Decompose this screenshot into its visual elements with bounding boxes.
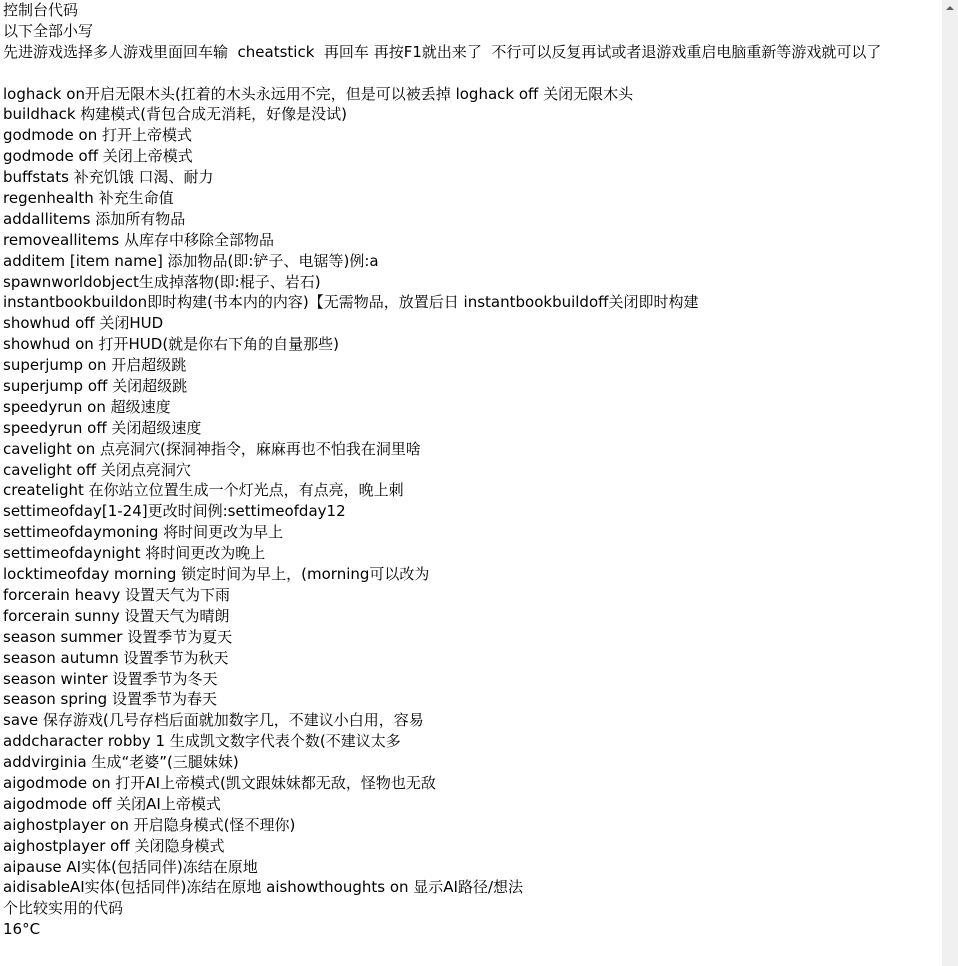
text-line: loghack on开启无限木头(扛着的木头永远用不完，但是可以被丢掉 loghack off 关闭无限木头	[3, 84, 634, 103]
text-line: showhud off 关闭HUD	[3, 314, 164, 333]
text-line: aighostplayer off 关闭隐身模式	[3, 836, 225, 855]
document-text[interactable]	[3, 0, 942, 940]
text-line: addvirginia 生成“老婆”(三腿妹妹)	[3, 753, 239, 772]
text-line: 16°C	[3, 920, 41, 939]
text-line: createlight 在你站立位置生成一个灯光点，有点亮，晚上刺	[3, 481, 404, 500]
text-line: instantbookbuildon即时构建(书本内的内容)【无需物品，放置后日 instantbookbuildoff关闭即时构建	[3, 293, 699, 312]
vertical-scrollbar[interactable]	[942, 0, 958, 966]
text-line: cavelight on 点亮洞穴(探洞神指令，麻麻再也不怕我在洞里啥	[3, 439, 421, 458]
text-line: season winter 设置季节为冬天	[3, 669, 218, 688]
text-line: godmode on 打开上帝模式	[3, 126, 192, 145]
text-line: buildhack 构建模式(背包合成无消耗，好像是没试)	[3, 105, 347, 124]
text-line: save 保存游戏(几号存档后面就加数字几，不建议小白用，容易	[3, 711, 424, 730]
text-line: aigodmode on 打开AI上帝模式(凯文跟妹妹都无敌，怪物也无敌	[3, 773, 436, 792]
text-line: aigodmode off 关闭AI上帝模式	[3, 794, 221, 813]
text-line: aipause AI实体(包括同伴)冻结在原地	[3, 857, 258, 876]
text-line: locktimeofday morning 锁定时间为早上，(morning可以改为	[3, 565, 430, 584]
text-line: forcerain heavy 设置天气为下雨	[3, 585, 231, 604]
text-line: 个比较实用的代码	[3, 899, 124, 918]
text-line: settimeofdaymoning 将时间更改为早上	[3, 523, 284, 542]
text-line: settimeofdaynight 将时间更改为晚上	[3, 544, 266, 563]
text-line: spawnworldobject生成掉落物(即:棍子、岩石)	[3, 272, 321, 291]
text-line: aighostplayer on 开启隐身模式(怪不理你)	[3, 815, 296, 834]
text-line: superjump off 关闭超级跳	[3, 377, 188, 396]
text-line: cavelight off 关闭点亮洞穴	[3, 460, 191, 479]
text-line: speedyrun off 关闭超级速度	[3, 418, 202, 437]
text-line: addcharacter robby 1 生成凯文数字代表个数(不建议太多	[3, 732, 401, 751]
text-line: showhud on 打开HUD(就是你右下角的自量那些)	[3, 335, 340, 354]
text-line: 控制台代码	[3, 1, 79, 19]
text-line: speedyrun on 超级速度	[3, 397, 171, 416]
text-line	[3, 63, 942, 84]
text-line: season summer 设置季节为夏天	[3, 627, 233, 646]
text-line: buffstats 补充饥饿 口渴、耐力	[3, 168, 214, 187]
text-line: regenhealth 补充生命值	[3, 189, 174, 208]
scroll-up-arrow-icon[interactable]	[942, 0, 958, 16]
text-line: additem [item name] 添加物品(即:铲子、电锯等)例:a	[3, 251, 379, 270]
text-line: forcerain sunny 设置天气为晴朗	[3, 606, 230, 625]
text-line: removeallitems 从库存中移除全部物品	[3, 230, 274, 249]
text-line: aidisableAI实体(包括同伴)冻结在原地 aishowthoughts on 显示AI路径/想法	[3, 878, 524, 897]
text-line: settimeofday[1-24]更改时间例:settimeofday12	[3, 502, 346, 521]
text-line: 先进游戏选择多人游戏里面回车输 cheatstick 再回车 再按F1就出来了 不行可以反复再试或者退游戏重启电脑重新等游戏就可以了	[3, 42, 882, 61]
text-line: season spring 设置季节为春天	[3, 690, 217, 709]
text-line: 以下全部小写	[3, 21, 94, 40]
text-line: godmode off 关闭上帝模式	[3, 147, 193, 166]
text-line: addallitems 添加所有物品	[3, 209, 186, 228]
text-line: season autumn 设置季节为秋天	[3, 648, 229, 667]
text-line: superjump on 开启超级跳	[3, 356, 187, 375]
scrollbar-thumb[interactable]	[945, 18, 955, 948]
